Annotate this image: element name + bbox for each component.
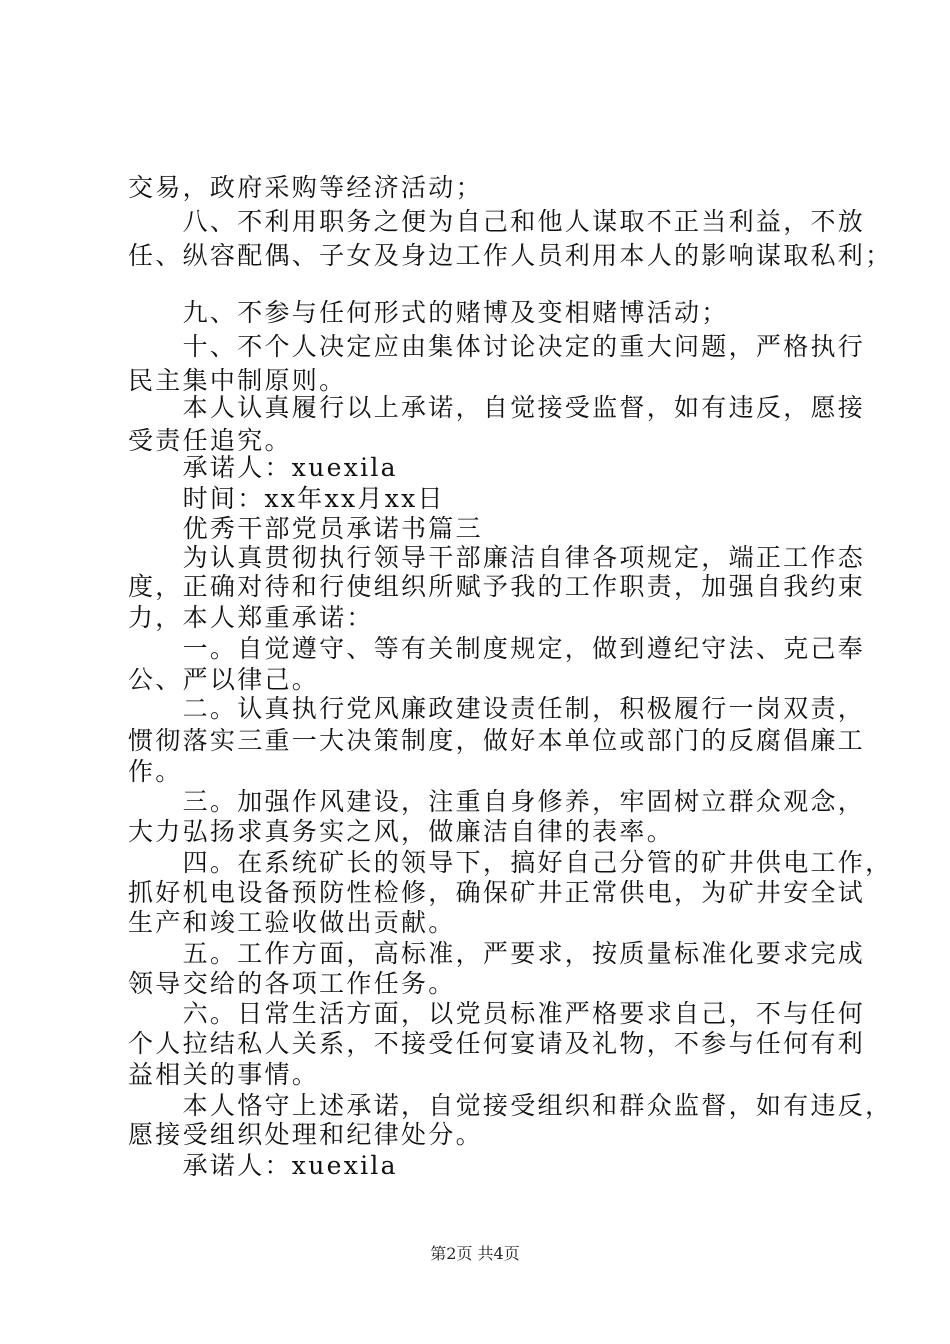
text-line: 二。认真执行党风廉政建设责任制，积极履行一岗双责，: [128, 694, 866, 723]
text-line: 十、不个人决定应由集体讨论决定的重大问题，严格执行: [128, 332, 866, 361]
text-line: 任、纵容配偶、子女及身边工作人员利用本人的影响谋取私利；: [128, 241, 893, 270]
text-line: 愿接受组织处理和纪律处分。: [128, 1120, 483, 1149]
text-line: 为认真贯彻执行领导干部廉洁自律各项规定，端正工作态: [128, 543, 866, 572]
text-line: 承诺人：xuexila: [128, 453, 398, 482]
text-line: 三。加强作风建设，注重自身修养，牢固树立群众观念，: [128, 787, 866, 816]
text-line: 民主集中制原则。: [128, 366, 347, 395]
text-line: 公、严以律己。: [128, 665, 320, 694]
text-line: 一。自觉遵守、等有关制度规定，做到遵纪守法、克己奉: [128, 634, 866, 663]
text-line: 力，本人郑重承诺：: [128, 603, 374, 632]
text-line: 领导交给的各项工作任务。: [128, 969, 456, 998]
page-number-footer: 第2页 共4页: [430, 1244, 520, 1263]
text-line: 承诺人：xuexila: [128, 1151, 398, 1180]
text-line: 大力弘扬求真务实之风，做廉洁自律的表率。: [128, 817, 675, 846]
section-heading: 优秀干部党员承诺书篇三: [128, 514, 483, 543]
text-line: 八、不利用职务之便为自己和他人谋取不正当利益，不放: [128, 207, 866, 236]
text-line: 本人恪守上述承诺，自觉接受组织和群众监督，如有违反，: [128, 1091, 893, 1120]
text-line: 九、不参与任何形式的赌博及变相赌博活动；: [128, 298, 729, 327]
text-line: 惯彻落实三重一大决策制度，做好本单位或部门的反腐倡廉工: [128, 726, 866, 755]
text-line: 受责任追究。: [128, 426, 292, 455]
text-line: 益相关的事情。: [128, 1060, 320, 1089]
text-line: 度，正确对待和行使组织所赋予我的工作职责，加强自我约束: [128, 572, 866, 601]
text-line: 抓好机电设备预防性检修，确保矿井正常供电，为矿井安全试: [128, 878, 866, 907]
text-line: 本人认真履行以上承诺，自觉接受监督，如有违反，愿接: [128, 393, 866, 422]
text-line: 六。日常生活方面，以党员标准严格要求自己，不与任何: [128, 999, 866, 1028]
text-line: 四。在系统矿长的领导下，搞好自己分管的矿井供电工作，: [128, 848, 893, 877]
text-line: 生产和竣工验收做出贡献。: [128, 908, 456, 937]
text-line: 个人拉结私人关系，不接受任何宴请及礼物，不参与任何有利: [128, 1029, 866, 1058]
text-line: 交易，政府采购等经济活动；: [128, 173, 483, 202]
text-line: 作。: [128, 757, 183, 786]
text-line: 五。工作方面，高标准，严要求，按质量标准化要求完成: [128, 939, 866, 968]
text-line: 时间：xx年xx月xx日: [128, 484, 445, 513]
